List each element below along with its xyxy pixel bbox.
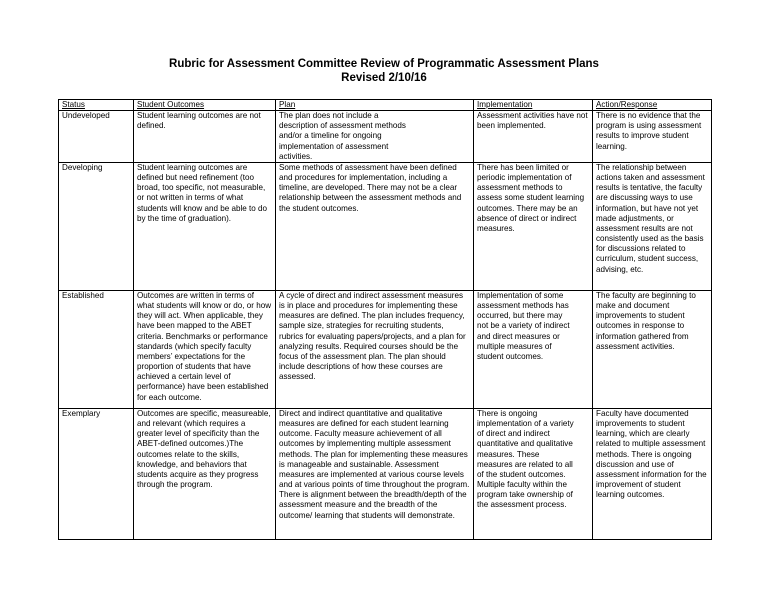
header-action-response: Action/Response <box>593 100 712 111</box>
cell-action: Faculty have documented improvements to student learning, which are clearly related to multiple assessment methods. There is ongoing discussion and use of assessment information for the improvement of student learning outcomes. <box>593 408 712 539</box>
cell-status: Developing <box>59 162 134 290</box>
cell-outcomes: Student learning outcomes are defined but need refinement (too broad, too specific, not measurable, or not written in terms of what students will know and be able to do by the time of graduation). <box>134 162 276 290</box>
cell-action: The faculty are beginning to make and document improvements to student outcomes in response to information gathered from assessment activities. <box>593 290 712 408</box>
header-implementation: Implementation <box>474 100 593 111</box>
page-title: Rubric for Assessment Committee Review of Programmatic Assessment Plans <box>169 58 599 70</box>
cell-implementation <box>474 408 593 539</box>
page-subtitle: Revised 2/10/16 <box>341 72 427 84</box>
cell-plan: A cycle of direct and indirect assessment measures is in place and procedures for implementing these measures are defined. The plan includes frequency, sample size, strategies for recruiting students, rubrics for evaluating papers/projects, and a plan for analyzing results. Required courses should be the focus of the assessment plan. The plan should include descriptions of how these courses are assessed. <box>276 290 474 408</box>
cell-outcomes: Student learning outcomes are not defined. <box>134 111 276 163</box>
cell-implementation <box>474 290 593 408</box>
cell-status: Established <box>59 290 134 408</box>
cell-action: The relationship between actions taken and assessment results is tentative, the faculty are discussing ways to use information, but have not yet made adjustments, or assessment results are not consistently used as the basis for discussions related to curriculum, student success, advising, etc. <box>593 162 712 290</box>
cell-outcomes: Outcomes are specific, measureable, and relevant (which requires a greater level of specificity than the ABET-defined outcomes.)The outcomes relate to the skills, knowledge, and behaviors that students acquire as they progress through the program. <box>134 408 276 539</box>
cell-plan-text: Some methods of assessment have been defined and procedures for implementation, including a timeline, are developed. There may not be a clear relationship between the assessment methods and the student outcomes. <box>279 162 462 213</box>
cell-plan: Direct and indirect quantitative and qualitative measures are defined for each student learning outcome. Faculty measure achievement of all outcomes by implementing multiple assessment methods. The plan for implementing these measures is manageable and sustainable. Assessment measures are implemented at various course levels and at various points of time throughout the program. There is alignment between the breadth/depth of the assessment measure and the breadth of the outcome/ learning that students will demonstrate. <box>276 408 474 539</box>
cell-plan-text: The plan does not include a description of assessment methods and/or a timeline for ongoing implementation of assessment activities. <box>279 111 406 161</box>
cell-plan <box>276 162 474 290</box>
table-row-exemplary <box>59 408 712 539</box>
table-row-developing <box>59 162 712 290</box>
cell-implementation-text: Implementation of some assessment methods has occurred, but there may not be a variety of indirect and direct measures or multiple measures of student outcomes. <box>477 290 570 361</box>
cell-action: There is no evidence that the program is using assessment results to improve student learning. <box>593 111 712 163</box>
table-row-established <box>59 290 712 408</box>
cell-status: Undeveloped <box>59 111 134 163</box>
cell-implementation: There has been limited or periodic implementation of assessment methods to assess some student learning outcomes. There may be an absence of direct or indirect measures. <box>474 162 593 290</box>
cell-status: Exemplary <box>59 408 134 539</box>
cell-plan <box>276 111 474 163</box>
cell-outcomes: Outcomes are written in terms of what students will know or do, or how they will act. When applicable, they have been mapped to the ABET criteria. Benchmarks or performance standards (which specify faculty members’ expectations for the proportion of students that have achieved a certain level of performance) have been established for each outcome. <box>134 290 276 408</box>
cell-implementation-text: There is ongoing implementation of a variety of direct and indirect quantitative and qualitative measures. These measures are related to all of the student outcomes. Multiple faculty within the program take ownership of the assessment process. <box>477 408 574 510</box>
cell-implementation: Assessment activities have not been implemented. <box>474 111 593 163</box>
header-status: Status <box>59 100 134 111</box>
table-header-row <box>59 100 712 111</box>
rubric-table <box>58 99 712 540</box>
header-student-outcomes: Student Outcomes <box>134 100 276 111</box>
header-plan: Plan <box>276 100 474 111</box>
table-row-undeveloped <box>59 111 712 163</box>
